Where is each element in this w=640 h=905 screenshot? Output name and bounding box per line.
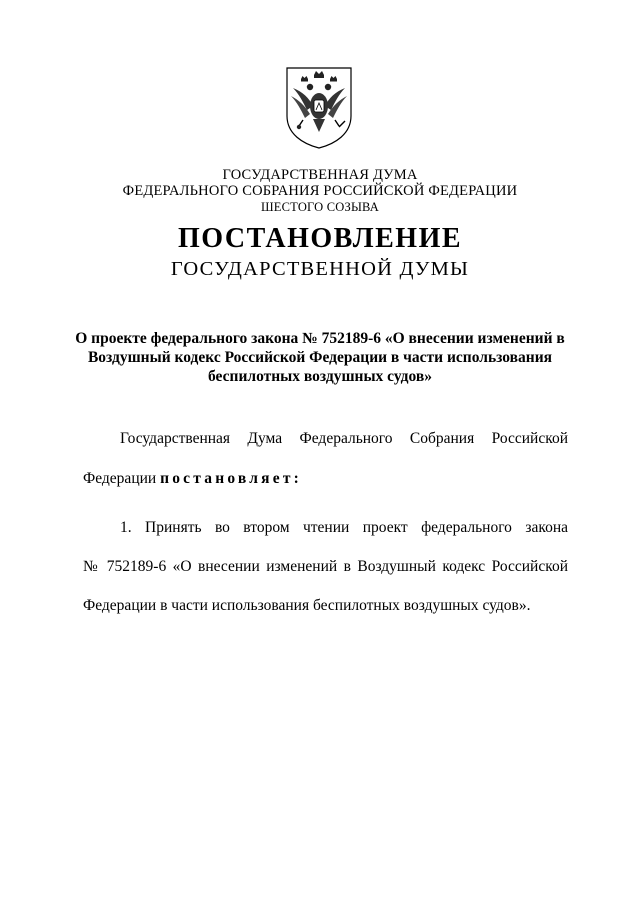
coat-of-arms-icon [285, 66, 353, 150]
document-subject [70, 329, 570, 386]
org-line-federal-assembly: ФЕДЕРАЛЬНОГО СОБРАНИЯ РОССИЙСКОЙ ФЕДЕРАЦИИ [122, 183, 518, 199]
subject-line: беспилотных воздушных судов» [208, 368, 432, 385]
document-subtitle: ГОСУДАРСТВЕННОЙ ДУМЫ [170, 258, 470, 280]
item-1-line-1: 1. Принять во втором чтении проект федерального закона [120, 519, 568, 536]
item-1-line-2: № 752189-6 «О внесении изменений в Воздушный кодекс Российской [83, 558, 568, 575]
item-1-line-3: Федерации в части использования беспилотных воздушных судов». [83, 597, 531, 614]
preamble-verb: постановляет: [160, 470, 302, 487]
org-line-duma: ГОСУДАРСТВЕННАЯ ДУМА [222, 167, 418, 183]
subject-line: О проекте федерального закона № 752189-6 «О внесении изменений в [75, 330, 565, 347]
org-line-convocation: ШЕСТОГО СОЗЫВА [260, 200, 380, 214]
preamble-line-2 [83, 469, 568, 489]
preamble-line-1: Государственная Дума Федерального Собрания Российской [120, 430, 568, 447]
preamble-federation-word: Федерации [83, 470, 157, 487]
subject-line: Воздушный кодекс Российской Федерации в части использования [87, 349, 553, 366]
document-title: ПОСТАНОВЛЕНИЕ [177, 223, 463, 254]
